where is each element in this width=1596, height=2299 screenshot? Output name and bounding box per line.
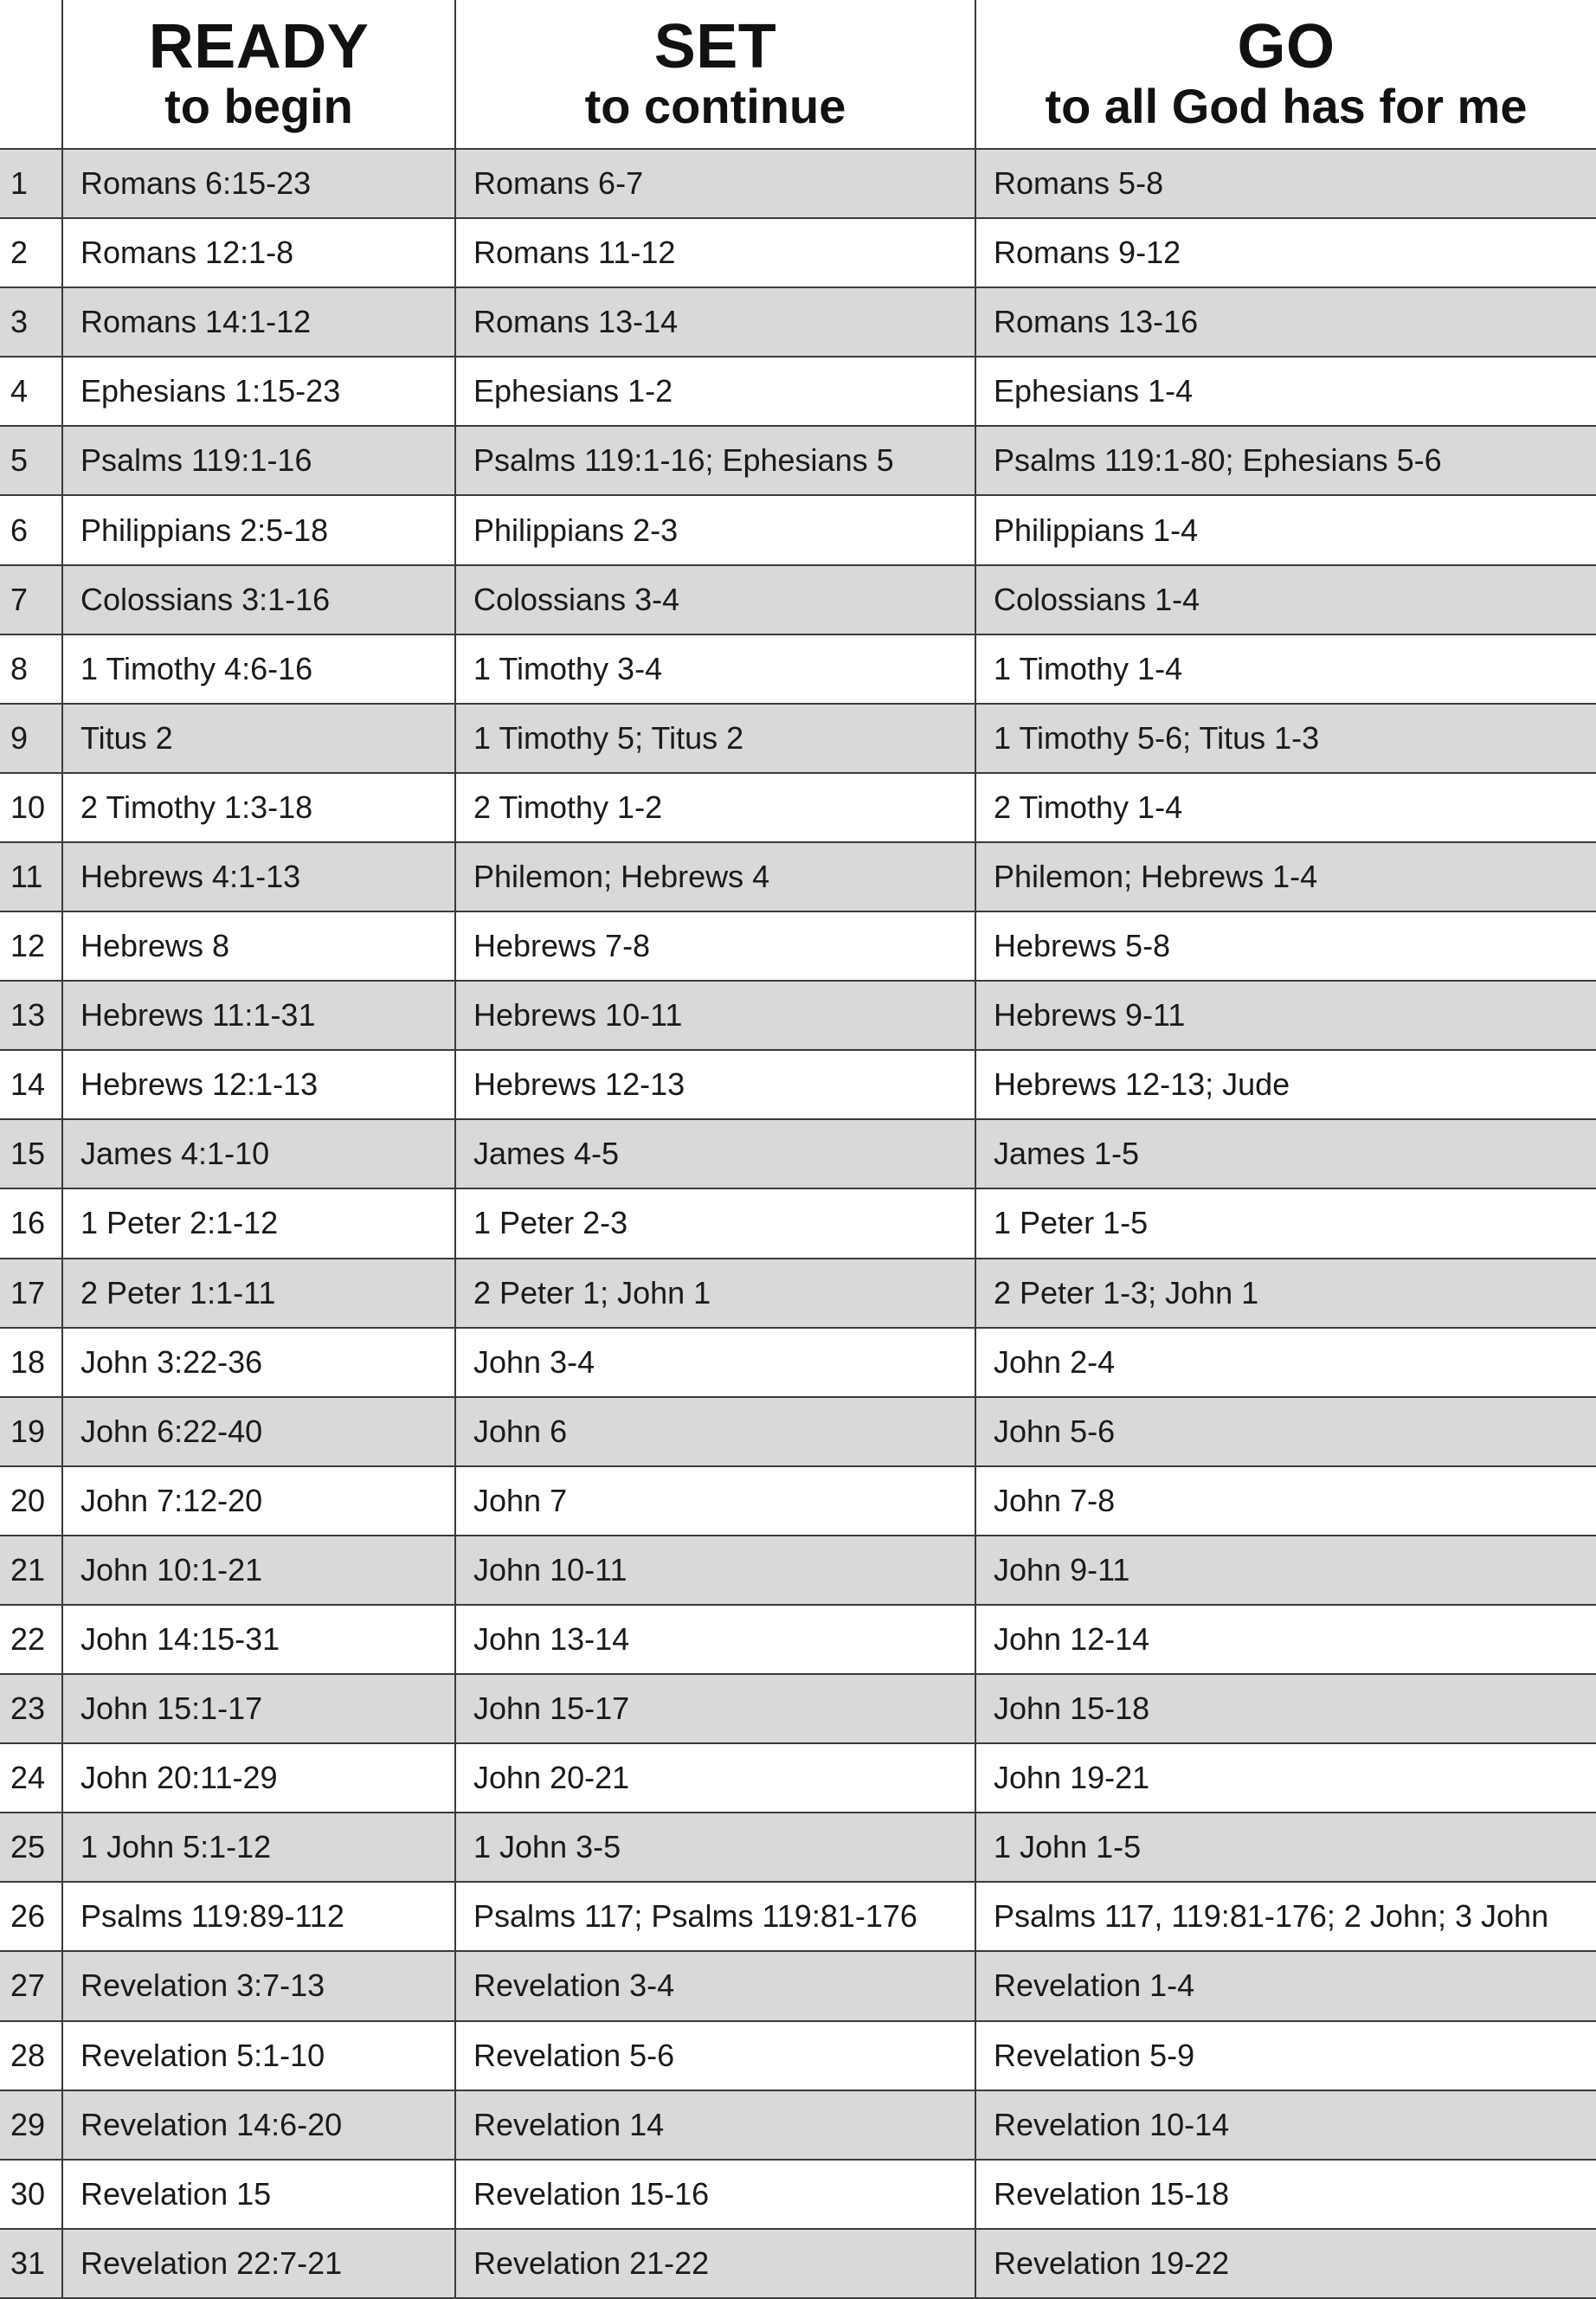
ready-reading-cell: Revelation 5:1-10 bbox=[62, 2021, 455, 2090]
table-row bbox=[0, 704, 1596, 773]
go-reading-cell: Revelation 19-22 bbox=[975, 2229, 1596, 2298]
ready-reading-cell: Psalms 119:1-16 bbox=[62, 426, 455, 495]
table-row bbox=[0, 1188, 1596, 1258]
table-row bbox=[0, 1466, 1596, 1536]
set-reading-cell: Revelation 21-22 bbox=[455, 2229, 975, 2298]
day-number-cell: 15 bbox=[0, 1119, 62, 1188]
set-reading-cell: Romans 13-14 bbox=[455, 287, 975, 357]
go-reading-cell: Romans 5-8 bbox=[975, 149, 1596, 218]
ready-reading-cell: Titus 2 bbox=[62, 704, 455, 773]
set-reading-cell: 1 Timothy 5; Titus 2 bbox=[455, 704, 975, 773]
go-reading-cell: Romans 9-12 bbox=[975, 218, 1596, 287]
ready-reading-cell: Hebrews 12:1-13 bbox=[62, 1050, 455, 1119]
table-row bbox=[0, 426, 1596, 495]
table-row bbox=[0, 1397, 1596, 1466]
ready-reading-cell: 2 Timothy 1:3-18 bbox=[62, 773, 455, 842]
ready-reading-cell: Colossians 3:1-16 bbox=[62, 565, 455, 634]
go-reading-cell: 2 Peter 1-3; John 1 bbox=[975, 1259, 1596, 1328]
go-reading-cell: Colossians 1-4 bbox=[975, 565, 1596, 634]
day-number-cell: 21 bbox=[0, 1536, 62, 1605]
go-reading-cell: John 12-14 bbox=[975, 1605, 1596, 1674]
ready-reading-cell: 2 Peter 1:1-11 bbox=[62, 1259, 455, 1328]
go-reading-cell: John 15-18 bbox=[975, 1674, 1596, 1743]
ready-reading-cell: Romans 12:1-8 bbox=[62, 218, 455, 287]
day-number-cell: 31 bbox=[0, 2229, 62, 2298]
day-number-cell: 30 bbox=[0, 2160, 62, 2229]
set-reading-cell: Romans 11-12 bbox=[455, 218, 975, 287]
ready-reading-cell: Hebrews 4:1-13 bbox=[62, 842, 455, 911]
ready-reading-cell: Romans 6:15-23 bbox=[62, 149, 455, 218]
go-reading-cell: Philippians 1-4 bbox=[975, 495, 1596, 564]
day-number-cell: 10 bbox=[0, 773, 62, 842]
ready-reading-cell: John 6:22-40 bbox=[62, 1397, 455, 1466]
day-number-cell: 16 bbox=[0, 1188, 62, 1258]
ready-reading-cell: Romans 14:1-12 bbox=[62, 287, 455, 357]
day-number-cell: 2 bbox=[0, 218, 62, 287]
table-body bbox=[0, 149, 1596, 2298]
ready-reading-cell: Revelation 15 bbox=[62, 2160, 455, 2229]
table-row bbox=[0, 1119, 1596, 1188]
day-number-cell: 1 bbox=[0, 149, 62, 218]
day-number-cell: 17 bbox=[0, 1259, 62, 1328]
go-reading-cell: 1 Peter 1-5 bbox=[975, 1188, 1596, 1258]
day-number-cell: 14 bbox=[0, 1050, 62, 1119]
table-row bbox=[0, 1050, 1596, 1119]
ready-reading-cell: Hebrews 8 bbox=[62, 911, 455, 981]
ready-reading-cell: 1 Timothy 4:6-16 bbox=[62, 634, 455, 704]
table-row bbox=[0, 1743, 1596, 1813]
header-row bbox=[0, 0, 1596, 149]
ready-reading-cell: 1 John 5:1-12 bbox=[62, 1813, 455, 1882]
go-reading-cell: John 9-11 bbox=[975, 1536, 1596, 1605]
day-number-cell: 28 bbox=[0, 2021, 62, 2090]
header-go bbox=[975, 0, 1596, 149]
table-row bbox=[0, 2229, 1596, 2298]
go-reading-cell: Romans 13-16 bbox=[975, 287, 1596, 357]
header-go-subtitle: to all God has for me bbox=[1045, 78, 1528, 133]
go-reading-cell: Hebrews 12-13; Jude bbox=[975, 1050, 1596, 1119]
ready-reading-cell: James 4:1-10 bbox=[62, 1119, 455, 1188]
day-number-cell: 3 bbox=[0, 287, 62, 357]
set-reading-cell: 2 Timothy 1-2 bbox=[455, 773, 975, 842]
table-row bbox=[0, 2090, 1596, 2160]
table-row bbox=[0, 2021, 1596, 2090]
table-row bbox=[0, 1536, 1596, 1605]
day-number-cell: 8 bbox=[0, 634, 62, 704]
table-row bbox=[0, 2160, 1596, 2229]
ready-reading-cell: John 7:12-20 bbox=[62, 1466, 455, 1536]
set-reading-cell: John 13-14 bbox=[455, 1605, 975, 1674]
ready-reading-cell: John 14:15-31 bbox=[62, 1605, 455, 1674]
set-reading-cell: Romans 6-7 bbox=[455, 149, 975, 218]
ready-reading-cell: John 15:1-17 bbox=[62, 1674, 455, 1743]
go-reading-cell: 1 Timothy 1-4 bbox=[975, 634, 1596, 704]
set-reading-cell: James 4-5 bbox=[455, 1119, 975, 1188]
set-reading-cell: Psalms 117; Psalms 119:81-176 bbox=[455, 1882, 975, 1951]
go-reading-cell: Revelation 1-4 bbox=[975, 1951, 1596, 2020]
set-reading-cell: John 3-4 bbox=[455, 1328, 975, 1397]
header-set-title: SET bbox=[653, 11, 777, 81]
go-reading-cell: Hebrews 9-11 bbox=[975, 981, 1596, 1050]
go-reading-cell: Revelation 10-14 bbox=[975, 2090, 1596, 2160]
day-number-cell: 13 bbox=[0, 981, 62, 1050]
set-reading-cell: John 10-11 bbox=[455, 1536, 975, 1605]
ready-reading-cell: John 10:1-21 bbox=[62, 1536, 455, 1605]
day-number-cell: 29 bbox=[0, 2090, 62, 2160]
ready-reading-cell: Revelation 3:7-13 bbox=[62, 1951, 455, 2020]
ready-reading-cell: Philippians 2:5-18 bbox=[62, 495, 455, 564]
go-reading-cell: 2 Timothy 1-4 bbox=[975, 773, 1596, 842]
set-reading-cell: John 20-21 bbox=[455, 1743, 975, 1813]
ready-reading-cell: Ephesians 1:15-23 bbox=[62, 357, 455, 426]
header-set-subtitle: to continue bbox=[584, 78, 846, 133]
set-reading-cell: Psalms 119:1-16; Ephesians 5 bbox=[455, 426, 975, 495]
table-row bbox=[0, 149, 1596, 218]
table-row bbox=[0, 842, 1596, 911]
go-reading-cell: Philemon; Hebrews 1-4 bbox=[975, 842, 1596, 911]
ready-reading-cell: John 3:22-36 bbox=[62, 1328, 455, 1397]
table-row bbox=[0, 1259, 1596, 1328]
header-set bbox=[455, 0, 975, 149]
ready-reading-cell: Psalms 119:89-112 bbox=[62, 1882, 455, 1951]
table-row bbox=[0, 981, 1596, 1050]
table-row bbox=[0, 1813, 1596, 1882]
ready-reading-cell: Hebrews 11:1-31 bbox=[62, 981, 455, 1050]
set-reading-cell: Hebrews 7-8 bbox=[455, 911, 975, 981]
day-number-cell: 19 bbox=[0, 1397, 62, 1466]
set-reading-cell: Hebrews 10-11 bbox=[455, 981, 975, 1050]
day-number-cell: 6 bbox=[0, 495, 62, 564]
day-number-cell: 27 bbox=[0, 1951, 62, 2020]
table-row bbox=[0, 287, 1596, 357]
go-reading-cell: John 2-4 bbox=[975, 1328, 1596, 1397]
day-number-cell: 25 bbox=[0, 1813, 62, 1882]
table-row bbox=[0, 495, 1596, 564]
go-reading-cell: Revelation 15-18 bbox=[975, 2160, 1596, 2229]
day-number-cell: 23 bbox=[0, 1674, 62, 1743]
table-row bbox=[0, 1951, 1596, 2020]
header-ready-title: READY bbox=[148, 11, 370, 81]
set-reading-cell: 1 Timothy 3-4 bbox=[455, 634, 975, 704]
set-reading-cell: John 6 bbox=[455, 1397, 975, 1466]
go-reading-cell: 1 Timothy 5-6; Titus 1-3 bbox=[975, 704, 1596, 773]
day-number-cell: 4 bbox=[0, 357, 62, 426]
go-reading-cell: John 19-21 bbox=[975, 1743, 1596, 1813]
table-header bbox=[0, 0, 1596, 149]
set-reading-cell: Revelation 3-4 bbox=[455, 1951, 975, 2020]
set-reading-cell: Hebrews 12-13 bbox=[455, 1050, 975, 1119]
set-reading-cell: John 15-17 bbox=[455, 1674, 975, 1743]
table-row bbox=[0, 1328, 1596, 1397]
set-reading-cell: Ephesians 1-2 bbox=[455, 357, 975, 426]
set-reading-cell: Philippians 2-3 bbox=[455, 495, 975, 564]
set-reading-cell: Revelation 5-6 bbox=[455, 2021, 975, 2090]
table-row bbox=[0, 357, 1596, 426]
table-row bbox=[0, 565, 1596, 634]
header-ready bbox=[62, 0, 455, 149]
go-reading-cell: John 7-8 bbox=[975, 1466, 1596, 1536]
ready-reading-cell: John 20:11-29 bbox=[62, 1743, 455, 1813]
set-reading-cell: 1 John 3-5 bbox=[455, 1813, 975, 1882]
day-number-cell: 12 bbox=[0, 911, 62, 981]
go-reading-cell: James 1-5 bbox=[975, 1119, 1596, 1188]
day-number-cell: 9 bbox=[0, 704, 62, 773]
day-number-cell: 22 bbox=[0, 1605, 62, 1674]
day-number-cell: 20 bbox=[0, 1466, 62, 1536]
set-reading-cell: Philemon; Hebrews 4 bbox=[455, 842, 975, 911]
go-reading-cell: John 5-6 bbox=[975, 1397, 1596, 1466]
ready-reading-cell: Revelation 14:6-20 bbox=[62, 2090, 455, 2160]
set-reading-cell: 2 Peter 1; John 1 bbox=[455, 1259, 975, 1328]
ready-reading-cell: Revelation 22:7-21 bbox=[62, 2229, 455, 2298]
header-day-column bbox=[0, 0, 62, 149]
day-number-cell: 18 bbox=[0, 1328, 62, 1397]
go-reading-cell: Psalms 117, 119:81-176; 2 John; 3 John bbox=[975, 1882, 1596, 1951]
set-reading-cell: Colossians 3-4 bbox=[455, 565, 975, 634]
table-row bbox=[0, 773, 1596, 842]
go-reading-cell: Ephesians 1-4 bbox=[975, 357, 1596, 426]
set-reading-cell: 1 Peter 2-3 bbox=[455, 1188, 975, 1258]
table-row bbox=[0, 1605, 1596, 1674]
ready-reading-cell: 1 Peter 2:1-12 bbox=[62, 1188, 455, 1258]
header-ready-subtitle: to begin bbox=[164, 78, 353, 133]
table-row bbox=[0, 634, 1596, 704]
table-row bbox=[0, 1882, 1596, 1951]
table-row bbox=[0, 1674, 1596, 1743]
day-number-cell: 7 bbox=[0, 565, 62, 634]
go-reading-cell: Hebrews 5-8 bbox=[975, 911, 1596, 981]
day-number-cell: 5 bbox=[0, 426, 62, 495]
go-reading-cell: Psalms 119:1-80; Ephesians 5-6 bbox=[975, 426, 1596, 495]
day-number-cell: 24 bbox=[0, 1743, 62, 1813]
set-reading-cell: John 7 bbox=[455, 1466, 975, 1536]
go-reading-cell: 1 John 1-5 bbox=[975, 1813, 1596, 1882]
day-number-cell: 11 bbox=[0, 842, 62, 911]
day-number-cell: 26 bbox=[0, 1882, 62, 1951]
set-reading-cell: Revelation 15-16 bbox=[455, 2160, 975, 2229]
header-go-title: GO bbox=[1237, 11, 1335, 81]
go-reading-cell: Revelation 5-9 bbox=[975, 2021, 1596, 2090]
set-reading-cell: Revelation 14 bbox=[455, 2090, 975, 2160]
table-row bbox=[0, 911, 1596, 981]
table-row bbox=[0, 218, 1596, 287]
